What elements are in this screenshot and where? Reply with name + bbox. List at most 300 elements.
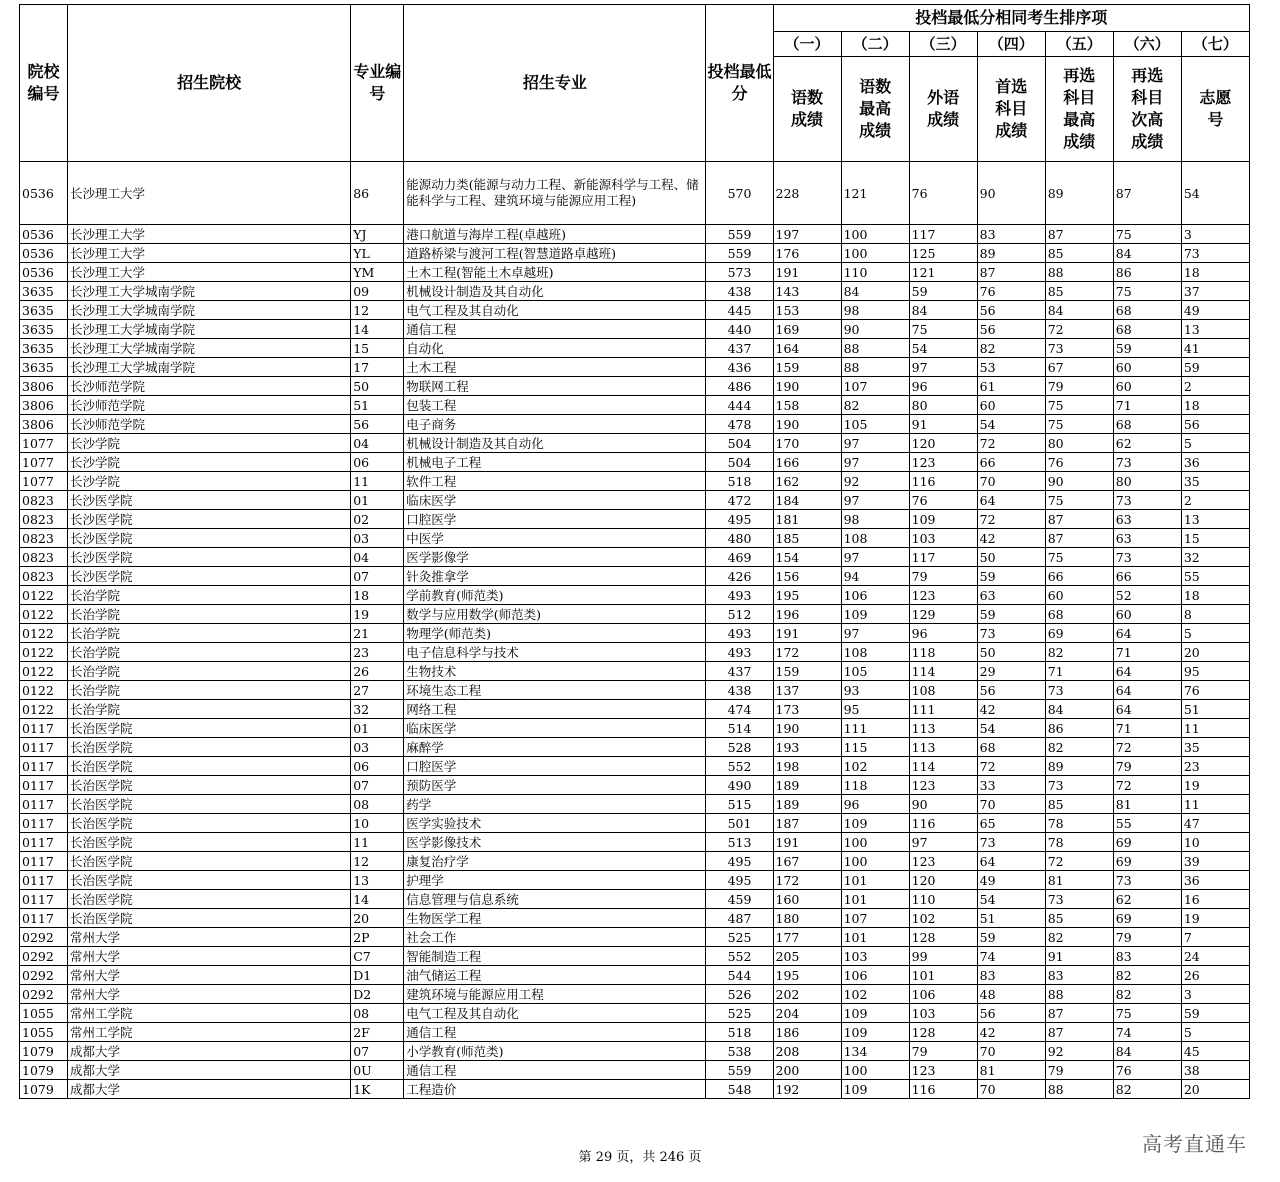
page-footer: 第 29 页，共 246 页 <box>578 1150 702 1165</box>
cell-major-name: 物理学(师范类) <box>404 624 706 643</box>
cell-sort-1: 189 <box>773 795 841 814</box>
cell-sort-6: 68 <box>1113 320 1181 339</box>
cell-major-name: 针灸推拿学 <box>404 567 706 586</box>
cell-school-code: 3806 <box>20 396 68 415</box>
cell-sort-4: 59 <box>977 605 1045 624</box>
cell-sort-4: 81 <box>977 1061 1045 1080</box>
cell-sort-3: 75 <box>909 320 977 339</box>
cell-sort-3: 103 <box>909 529 977 548</box>
cell-min-score: 480 <box>706 529 773 548</box>
watermark: 高考直通车 <box>1142 1132 1247 1156</box>
cell-sort-3: 108 <box>909 681 977 700</box>
cell-major-name: 口腔医学 <box>404 510 706 529</box>
table-row <box>20 985 1250 1004</box>
cell-major-code: 04 <box>351 548 404 567</box>
cell-sort-2: 100 <box>841 244 909 263</box>
cell-school-name: 成都大学 <box>68 1061 351 1080</box>
cell-sort-2: 134 <box>841 1042 909 1061</box>
cell-school-name: 长治医学院 <box>68 776 351 795</box>
cell-school-name: 长沙师范学院 <box>68 415 351 434</box>
cell-sort-4: 64 <box>977 491 1045 510</box>
cell-sort-5: 71 <box>1045 662 1113 681</box>
cell-school-code: 0117 <box>20 795 68 814</box>
cell-sort-2: 107 <box>841 377 909 396</box>
cell-min-score: 440 <box>706 320 773 339</box>
header-sort-col-number: （七） <box>1181 32 1249 57</box>
cell-sort-1: 160 <box>773 890 841 909</box>
table-row <box>20 1042 1250 1061</box>
cell-sort-4: 53 <box>977 358 1045 377</box>
cell-sort-4: 54 <box>977 719 1045 738</box>
cell-school-name: 长治学院 <box>68 700 351 719</box>
cell-school-name: 长治学院 <box>68 662 351 681</box>
cell-sort-6: 64 <box>1113 681 1181 700</box>
cell-sort-5: 79 <box>1045 377 1113 396</box>
cell-min-score: 437 <box>706 662 773 681</box>
cell-school-name: 常州工学院 <box>68 1023 351 1042</box>
cell-sort-2: 109 <box>841 1080 909 1099</box>
cell-sort-7: 2 <box>1181 491 1249 510</box>
cell-sort-3: 123 <box>909 453 977 472</box>
table-row <box>20 643 1250 662</box>
cell-sort-6: 74 <box>1113 1023 1181 1042</box>
cell-sort-5: 87 <box>1045 1023 1113 1042</box>
cell-sort-1: 200 <box>773 1061 841 1080</box>
cell-sort-2: 105 <box>841 662 909 681</box>
cell-school-name: 长沙学院 <box>68 472 351 491</box>
cell-min-score: 559 <box>706 1061 773 1080</box>
table-row <box>20 776 1250 795</box>
cell-min-score: 426 <box>706 567 773 586</box>
cell-major-name: 临床医学 <box>404 491 706 510</box>
cell-school-code: 0117 <box>20 814 68 833</box>
cell-major-name: 包装工程 <box>404 396 706 415</box>
cell-sort-5: 80 <box>1045 434 1113 453</box>
cell-sort-5: 66 <box>1045 567 1113 586</box>
cell-sort-2: 100 <box>841 852 909 871</box>
cell-sort-1: 166 <box>773 453 841 472</box>
header-school-name: 招生院校 <box>68 5 351 162</box>
cell-major-code: 32 <box>351 700 404 719</box>
cell-sort-7: 36 <box>1181 871 1249 890</box>
cell-sort-6: 66 <box>1113 567 1181 586</box>
cell-sort-2: 94 <box>841 567 909 586</box>
cell-school-name: 长沙理工大学 <box>68 244 351 263</box>
cell-school-code: 1077 <box>20 434 68 453</box>
table-row <box>20 833 1250 852</box>
cell-school-name: 长沙师范学院 <box>68 377 351 396</box>
cell-major-code: 15 <box>351 339 404 358</box>
cell-min-score: 495 <box>706 510 773 529</box>
cell-min-score: 570 <box>706 162 773 225</box>
table-row <box>20 339 1250 358</box>
cell-sort-4: 54 <box>977 415 1045 434</box>
cell-school-code: 0536 <box>20 244 68 263</box>
cell-sort-7: 8 <box>1181 605 1249 624</box>
cell-sort-3: 102 <box>909 909 977 928</box>
cell-sort-7: 18 <box>1181 396 1249 415</box>
cell-sort-1: 143 <box>773 282 841 301</box>
header-sort-col-label: 首选科目成绩 <box>977 57 1045 162</box>
cell-sort-4: 65 <box>977 814 1045 833</box>
cell-major-name: 临床医学 <box>404 719 706 738</box>
cell-sort-6: 75 <box>1113 1004 1181 1023</box>
cell-sort-2: 95 <box>841 700 909 719</box>
table-row <box>20 1004 1250 1023</box>
cell-school-code: 3806 <box>20 377 68 396</box>
table-row <box>20 396 1250 415</box>
cell-sort-2: 109 <box>841 814 909 833</box>
cell-sort-2: 103 <box>841 947 909 966</box>
cell-major-code: 23 <box>351 643 404 662</box>
cell-school-name: 长治医学院 <box>68 890 351 909</box>
cell-sort-7: 37 <box>1181 282 1249 301</box>
table-row <box>20 244 1250 263</box>
cell-sort-2: 107 <box>841 909 909 928</box>
cell-school-code: 0292 <box>20 947 68 966</box>
cell-sort-7: 19 <box>1181 909 1249 928</box>
cell-sort-5: 72 <box>1045 320 1113 339</box>
cell-sort-6: 82 <box>1113 1080 1181 1099</box>
cell-school-name: 长治医学院 <box>68 814 351 833</box>
table-row <box>20 415 1250 434</box>
cell-sort-5: 82 <box>1045 738 1113 757</box>
cell-sort-7: 35 <box>1181 738 1249 757</box>
cell-sort-2: 109 <box>841 1004 909 1023</box>
cell-major-code: 0U <box>351 1061 404 1080</box>
cell-school-code: 0117 <box>20 719 68 738</box>
cell-school-code: 0117 <box>20 757 68 776</box>
cell-major-code: D1 <box>351 966 404 985</box>
cell-school-name: 长治学院 <box>68 643 351 662</box>
cell-min-score: 559 <box>706 225 773 244</box>
cell-min-score: 573 <box>706 263 773 282</box>
cell-major-code: YJ <box>351 225 404 244</box>
cell-major-name: 智能制造工程 <box>404 947 706 966</box>
cell-school-name: 长治学院 <box>68 624 351 643</box>
cell-sort-4: 29 <box>977 662 1045 681</box>
cell-major-code: D2 <box>351 985 404 1004</box>
table-row <box>20 719 1250 738</box>
cell-sort-5: 68 <box>1045 605 1113 624</box>
cell-sort-7: 59 <box>1181 1004 1249 1023</box>
cell-major-code: 06 <box>351 757 404 776</box>
cell-sort-3: 128 <box>909 928 977 947</box>
header-sort-col-number: （三） <box>909 32 977 57</box>
cell-sort-6: 69 <box>1113 909 1181 928</box>
cell-sort-3: 106 <box>909 985 977 1004</box>
cell-major-name: 环境生态工程 <box>404 681 706 700</box>
cell-sort-6: 82 <box>1113 985 1181 1004</box>
cell-sort-6: 83 <box>1113 947 1181 966</box>
cell-school-name: 常州工学院 <box>68 1004 351 1023</box>
cell-major-code: 56 <box>351 415 404 434</box>
cell-sort-3: 90 <box>909 795 977 814</box>
cell-school-code: 1055 <box>20 1023 68 1042</box>
cell-min-score: 478 <box>706 415 773 434</box>
cell-major-code: 14 <box>351 320 404 339</box>
table-row <box>20 700 1250 719</box>
cell-school-code: 0536 <box>20 162 68 225</box>
cell-sort-3: 118 <box>909 643 977 662</box>
cell-sort-2: 111 <box>841 719 909 738</box>
cell-major-code: 13 <box>351 871 404 890</box>
cell-major-name: 土木工程 <box>404 358 706 377</box>
cell-sort-5: 88 <box>1045 985 1113 1004</box>
cell-major-name: 医学影像技术 <box>404 833 706 852</box>
cell-sort-7: 5 <box>1181 1023 1249 1042</box>
cell-sort-7: 11 <box>1181 795 1249 814</box>
cell-sort-2: 97 <box>841 434 909 453</box>
cell-school-code: 3806 <box>20 415 68 434</box>
cell-sort-7: 20 <box>1181 1080 1249 1099</box>
cell-school-code: 1079 <box>20 1061 68 1080</box>
cell-major-name: 生物医学工程 <box>404 909 706 928</box>
cell-sort-5: 89 <box>1045 162 1113 225</box>
cell-sort-4: 82 <box>977 339 1045 358</box>
cell-sort-2: 97 <box>841 548 909 567</box>
cell-sort-2: 100 <box>841 1061 909 1080</box>
cell-sort-7: 45 <box>1181 1042 1249 1061</box>
cell-major-code: 14 <box>351 890 404 909</box>
cell-sort-5: 88 <box>1045 1080 1113 1099</box>
cell-sort-4: 42 <box>977 529 1045 548</box>
cell-sort-5: 73 <box>1045 681 1113 700</box>
cell-sort-5: 75 <box>1045 396 1113 415</box>
cell-sort-5: 87 <box>1045 510 1113 529</box>
cell-major-name: 自动化 <box>404 339 706 358</box>
cell-school-name: 长沙医学院 <box>68 529 351 548</box>
table-row <box>20 681 1250 700</box>
cell-school-code: 1077 <box>20 472 68 491</box>
cell-school-name: 长沙理工大学城南学院 <box>68 339 351 358</box>
cell-sort-2: 101 <box>841 871 909 890</box>
cell-sort-3: 113 <box>909 738 977 757</box>
cell-sort-6: 81 <box>1113 795 1181 814</box>
cell-sort-5: 73 <box>1045 890 1113 909</box>
header-major-name: 招生专业 <box>404 5 706 162</box>
cell-sort-7: 23 <box>1181 757 1249 776</box>
cell-sort-7: 35 <box>1181 472 1249 491</box>
cell-major-name: 预防医学 <box>404 776 706 795</box>
cell-major-code: 18 <box>351 586 404 605</box>
cell-sort-6: 62 <box>1113 890 1181 909</box>
cell-sort-6: 55 <box>1113 814 1181 833</box>
cell-major-code: 02 <box>351 510 404 529</box>
cell-sort-4: 72 <box>977 757 1045 776</box>
cell-school-name: 长治医学院 <box>68 738 351 757</box>
cell-sort-7: 55 <box>1181 567 1249 586</box>
cell-sort-4: 60 <box>977 396 1045 415</box>
table-row <box>20 757 1250 776</box>
cell-sort-6: 84 <box>1113 244 1181 263</box>
cell-sort-1: 176 <box>773 244 841 263</box>
cell-school-code: 0823 <box>20 548 68 567</box>
cell-sort-4: 64 <box>977 852 1045 871</box>
cell-sort-1: 202 <box>773 985 841 1004</box>
cell-major-name: 麻醉学 <box>404 738 706 757</box>
cell-school-name: 长治医学院 <box>68 795 351 814</box>
cell-sort-5: 85 <box>1045 909 1113 928</box>
cell-school-name: 长沙理工大学 <box>68 263 351 282</box>
cell-major-code: 07 <box>351 776 404 795</box>
cell-sort-3: 121 <box>909 263 977 282</box>
cell-sort-3: 54 <box>909 339 977 358</box>
table-row <box>20 662 1250 681</box>
cell-sort-4: 70 <box>977 472 1045 491</box>
cell-sort-6: 68 <box>1113 415 1181 434</box>
table-row <box>20 358 1250 377</box>
cell-sort-2: 109 <box>841 1023 909 1042</box>
cell-sort-6: 60 <box>1113 377 1181 396</box>
table-row <box>20 434 1250 453</box>
cell-school-name: 长治学院 <box>68 586 351 605</box>
cell-sort-7: 11 <box>1181 719 1249 738</box>
cell-sort-2: 102 <box>841 985 909 1004</box>
cell-sort-5: 83 <box>1045 966 1113 985</box>
cell-sort-3: 111 <box>909 700 977 719</box>
cell-sort-2: 100 <box>841 225 909 244</box>
cell-sort-1: 137 <box>773 681 841 700</box>
cell-school-name: 长沙医学院 <box>68 567 351 586</box>
cell-sort-5: 78 <box>1045 833 1113 852</box>
cell-major-name: 数学与应用数学(师范类) <box>404 605 706 624</box>
cell-sort-3: 129 <box>909 605 977 624</box>
cell-sort-4: 49 <box>977 871 1045 890</box>
table-row <box>20 909 1250 928</box>
cell-sort-1: 187 <box>773 814 841 833</box>
cell-sort-4: 74 <box>977 947 1045 966</box>
cell-sort-7: 36 <box>1181 453 1249 472</box>
cell-school-name: 长沙理工大学 <box>68 162 351 225</box>
cell-school-code: 0122 <box>20 624 68 643</box>
cell-major-name: 工程造价 <box>404 1080 706 1099</box>
cell-school-code: 1055 <box>20 1004 68 1023</box>
cell-major-code: YL <box>351 244 404 263</box>
cell-sort-5: 89 <box>1045 757 1113 776</box>
cell-school-code: 0292 <box>20 966 68 985</box>
cell-major-code: 19 <box>351 605 404 624</box>
cell-sort-4: 76 <box>977 282 1045 301</box>
cell-major-name: 电子信息科学与技术 <box>404 643 706 662</box>
cell-school-name: 长沙理工大学城南学院 <box>68 282 351 301</box>
cell-sort-1: 190 <box>773 719 841 738</box>
cell-school-code: 3635 <box>20 358 68 377</box>
header-school-code: 院校编号 <box>20 5 68 162</box>
cell-sort-1: 228 <box>773 162 841 225</box>
cell-sort-6: 73 <box>1113 453 1181 472</box>
cell-sort-6: 80 <box>1113 472 1181 491</box>
table-row <box>20 301 1250 320</box>
cell-sort-7: 18 <box>1181 263 1249 282</box>
cell-sort-2: 93 <box>841 681 909 700</box>
cell-major-name: 康复治疗学 <box>404 852 706 871</box>
cell-min-score: 552 <box>706 947 773 966</box>
cell-school-code: 3635 <box>20 339 68 358</box>
cell-sort-7: 47 <box>1181 814 1249 833</box>
cell-sort-1: 185 <box>773 529 841 548</box>
cell-sort-5: 85 <box>1045 244 1113 263</box>
cell-sort-1: 159 <box>773 358 841 377</box>
cell-major-name: 电气工程及其自动化 <box>404 1004 706 1023</box>
cell-sort-2: 109 <box>841 605 909 624</box>
cell-sort-6: 72 <box>1113 776 1181 795</box>
cell-sort-2: 96 <box>841 795 909 814</box>
cell-sort-5: 73 <box>1045 339 1113 358</box>
cell-major-name: 网络工程 <box>404 700 706 719</box>
table-row <box>20 320 1250 339</box>
cell-major-code: 06 <box>351 453 404 472</box>
cell-min-score: 548 <box>706 1080 773 1099</box>
cell-min-score: 525 <box>706 1004 773 1023</box>
cell-major-code: 03 <box>351 529 404 548</box>
cell-sort-7: 73 <box>1181 244 1249 263</box>
cell-sort-1: 204 <box>773 1004 841 1023</box>
cell-sort-4: 50 <box>977 548 1045 567</box>
cell-min-score: 474 <box>706 700 773 719</box>
cell-school-code: 0823 <box>20 491 68 510</box>
cell-sort-6: 63 <box>1113 510 1181 529</box>
cell-sort-2: 106 <box>841 586 909 605</box>
cell-sort-2: 121 <box>841 162 909 225</box>
cell-sort-3: 117 <box>909 548 977 567</box>
cell-major-code: 10 <box>351 814 404 833</box>
cell-major-code: 20 <box>351 909 404 928</box>
cell-sort-2: 97 <box>841 453 909 472</box>
cell-sort-2: 101 <box>841 890 909 909</box>
cell-sort-7: 16 <box>1181 890 1249 909</box>
cell-sort-6: 75 <box>1113 282 1181 301</box>
cell-sort-5: 82 <box>1045 643 1113 662</box>
cell-school-name: 长治医学院 <box>68 852 351 871</box>
cell-sort-5: 87 <box>1045 1004 1113 1023</box>
cell-school-code: 0122 <box>20 586 68 605</box>
cell-school-code: 0122 <box>20 605 68 624</box>
cell-sort-1: 177 <box>773 928 841 947</box>
cell-sort-6: 73 <box>1113 548 1181 567</box>
table-row <box>20 966 1250 985</box>
cell-sort-1: 205 <box>773 947 841 966</box>
cell-school-name: 长沙学院 <box>68 434 351 453</box>
cell-sort-5: 75 <box>1045 415 1113 434</box>
cell-min-score: 501 <box>706 814 773 833</box>
cell-school-name: 长沙理工大学城南学院 <box>68 320 351 339</box>
table-row <box>20 1023 1250 1042</box>
cell-min-score: 518 <box>706 472 773 491</box>
cell-school-code: 0122 <box>20 681 68 700</box>
header-sort-col-number: （六） <box>1113 32 1181 57</box>
cell-sort-4: 90 <box>977 162 1045 225</box>
cell-major-name: 油气储运工程 <box>404 966 706 985</box>
cell-sort-4: 89 <box>977 244 1045 263</box>
cell-sort-4: 42 <box>977 1023 1045 1042</box>
cell-school-code: 3635 <box>20 301 68 320</box>
cell-sort-5: 85 <box>1045 282 1113 301</box>
cell-sort-4: 61 <box>977 377 1045 396</box>
cell-school-name: 长治医学院 <box>68 871 351 890</box>
cell-school-name: 长治医学院 <box>68 909 351 928</box>
cell-major-name: 小学教育(师范类) <box>404 1042 706 1061</box>
cell-sort-2: 108 <box>841 529 909 548</box>
cell-sort-6: 69 <box>1113 833 1181 852</box>
table-row <box>20 377 1250 396</box>
cell-sort-3: 101 <box>909 966 977 985</box>
table-row <box>20 624 1250 643</box>
cell-sort-7: 49 <box>1181 301 1249 320</box>
table-row <box>20 852 1250 871</box>
cell-major-code: 07 <box>351 1042 404 1061</box>
cell-sort-7: 18 <box>1181 586 1249 605</box>
